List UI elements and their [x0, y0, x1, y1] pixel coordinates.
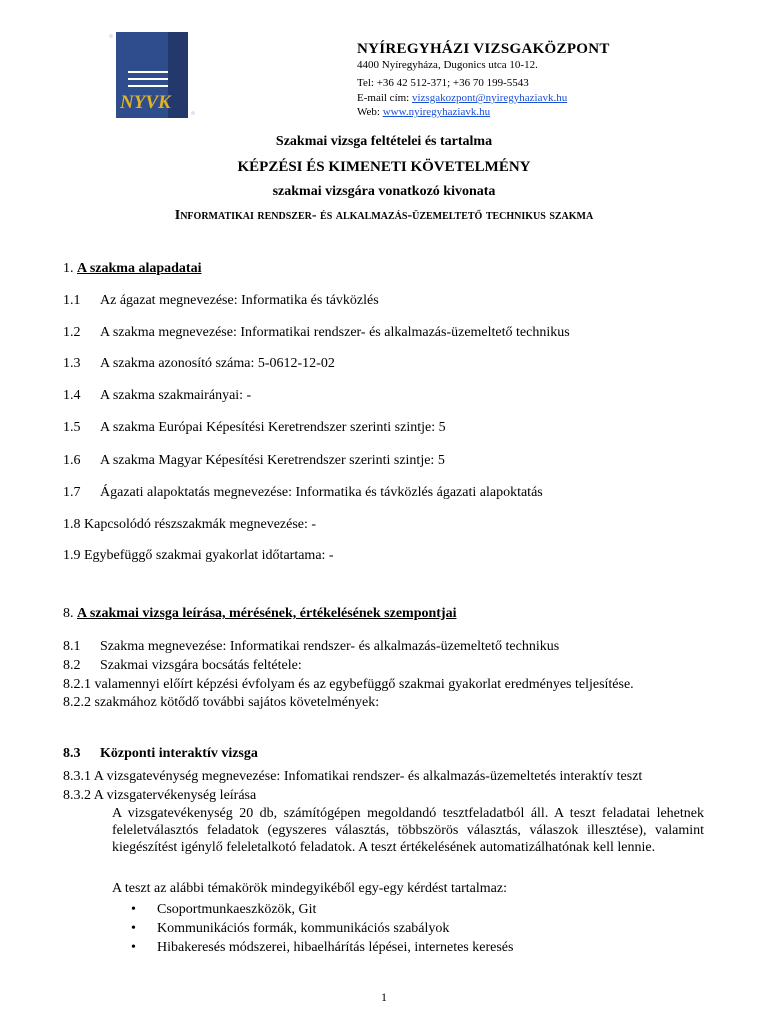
logo-text: NYVK [120, 92, 171, 113]
item-8-3-2: 8.3.2 A vizsgatervékenység leírása [63, 788, 257, 803]
item-1-1 [63, 292, 723, 309]
section-1-num: 1. [63, 261, 77, 276]
item-1-9: 1.9 Egybefüggő szakmai gyakorlat időtartama: - [63, 548, 334, 563]
item-8-2-1: 8.2.1 valamennyi előírt képzési évfolyam és az egybefüggő szakmai gyakorlat eredményes teljesítése. [63, 677, 634, 692]
item-text: Szakmai vizsgára bocsátás feltétele: [100, 658, 302, 673]
item-text: Ágazati alapoktatás megnevezése: Informatika és távközlés ágazati alapoktatás [100, 485, 543, 500]
section-8-3-num: 8.3 [63, 746, 81, 761]
item-1-6 [63, 452, 723, 469]
org-name: NYÍREGYHÁZI VIZSGAKÖZPONT [357, 41, 610, 57]
org-phone: Tel: +36 42 512-371; +36 70 199-5543 [357, 77, 529, 89]
topic-item: Hibakeresés módszerei, hibaelhárítás lépései, internetes keresés [157, 940, 514, 955]
section-1-heading [63, 261, 201, 277]
item-8-2 [63, 657, 723, 674]
page-number: 1 [381, 990, 387, 1004]
topics-intro: A teszt az alábbi témakörök mindegyikéből egy-egy kérdést tartalmaz: [112, 881, 507, 896]
topic-item: Kommunikációs formák, kommunikációs szabályok [157, 921, 450, 936]
web-link[interactable]: www.nyiregyhaziavk.hu [382, 106, 491, 118]
title-exam-conditions: Szakmai vizsga feltételei és tartalma [275, 134, 493, 149]
item-text: A szakma szakmairányai: - [100, 388, 252, 403]
title-extract: szakmai vizsgára vonatkozó kivonata [272, 184, 496, 199]
item-text: A szakma azonosító száma: 5-0612-12-02 [100, 356, 335, 371]
item-1-5 [63, 419, 723, 436]
item-8-3-1: 8.3.1 A vizsgatevénység megnevezése: Infomatikai rendszer- és alkalmazás-üzemeltetés interaktív teszt [63, 769, 643, 784]
item-text: A szakma Európai Képesítési Keretrendszer szerinti szintje: 5 [100, 420, 446, 435]
nyvk-logo [108, 28, 196, 120]
item-1-8: 1.8 Kapcsolódó részszakmák megnevezése: - [63, 517, 317, 532]
item-8-1 [63, 638, 723, 655]
bullet-dot: • [131, 921, 136, 936]
item-8-2-2: 8.2.2 szakmához kötődő további sajátos követelmények: [63, 695, 380, 710]
item-num: 1.5 [63, 420, 81, 435]
title-kkk: KÉPZÉSI ÉS KIMENETI KÖVETELMÉNY [237, 159, 531, 175]
item-1-3 [63, 355, 723, 372]
item-1-2 [63, 324, 723, 341]
item-1-4 [63, 387, 723, 404]
section-8-title: A szakmai vizsga leírása, mérésének, értékelésének szempontjai [77, 606, 457, 621]
item-text: A szakma megnevezése: Informatikai rendszer- és alkalmazás-üzemeltető technikus [100, 325, 570, 340]
web-label: Web: [357, 106, 383, 118]
section-8-heading [63, 606, 456, 622]
org-email [357, 92, 567, 105]
item-text: A szakma Magyar Képesítési Keretrendszer szerinti szintje: 5 [100, 453, 445, 468]
topic-item: Csoportmunkaeszközök, Git [157, 902, 317, 917]
item-num: 1.3 [63, 356, 81, 371]
item-num: 1.7 [63, 485, 81, 500]
section-1-title: A szakma alapadatai [77, 261, 202, 276]
item-1-7 [63, 484, 723, 501]
section-8-3-heading [63, 745, 463, 762]
title-profession: Informatikai rendszer- és alkalmazás-üzemeltető technikus szakma [174, 208, 594, 223]
item-num: 8.1 [63, 639, 81, 654]
item-text: Szakma megnevezése: Informatikai rendszer- és alkalmazás-üzemeltető technikus [100, 639, 560, 654]
item-text: Az ágazat megnevezése: Informatika és távközlés [100, 293, 379, 308]
email-link[interactable]: vizsgakozpont@nyiregyhaziavk.hu [411, 92, 568, 104]
item-num: 8.2 [63, 658, 81, 673]
bullet-dot: • [131, 940, 136, 955]
item-num: 1.6 [63, 453, 81, 468]
item-num: 1.2 [63, 325, 81, 340]
org-web [357, 106, 490, 119]
email-label: E-mail cím: [357, 92, 412, 104]
description-paragraph: A vizsgatevékenység 20 db, számítógépen megoldandó tesztfeladatból áll. A teszt feladatai lehetnek feleletválasztós feladatok (egyszeres választás, többszörös választás, válaszok illesztése), valamint kiegészítést igénylő feleletalkotó feladatok. A teszt értékelésének automatizálhatónak kell lennie. [112, 806, 704, 855]
section-8-num: 8. [63, 606, 77, 621]
item-num: 1.1 [63, 293, 81, 308]
bullet-dot: • [131, 902, 136, 917]
org-address: 4400 Nyíregyháza, Dugonics utca 10-12. [357, 59, 538, 71]
item-num: 1.4 [63, 388, 81, 403]
section-8-3-title: Központi interaktív vizsga [100, 746, 258, 761]
